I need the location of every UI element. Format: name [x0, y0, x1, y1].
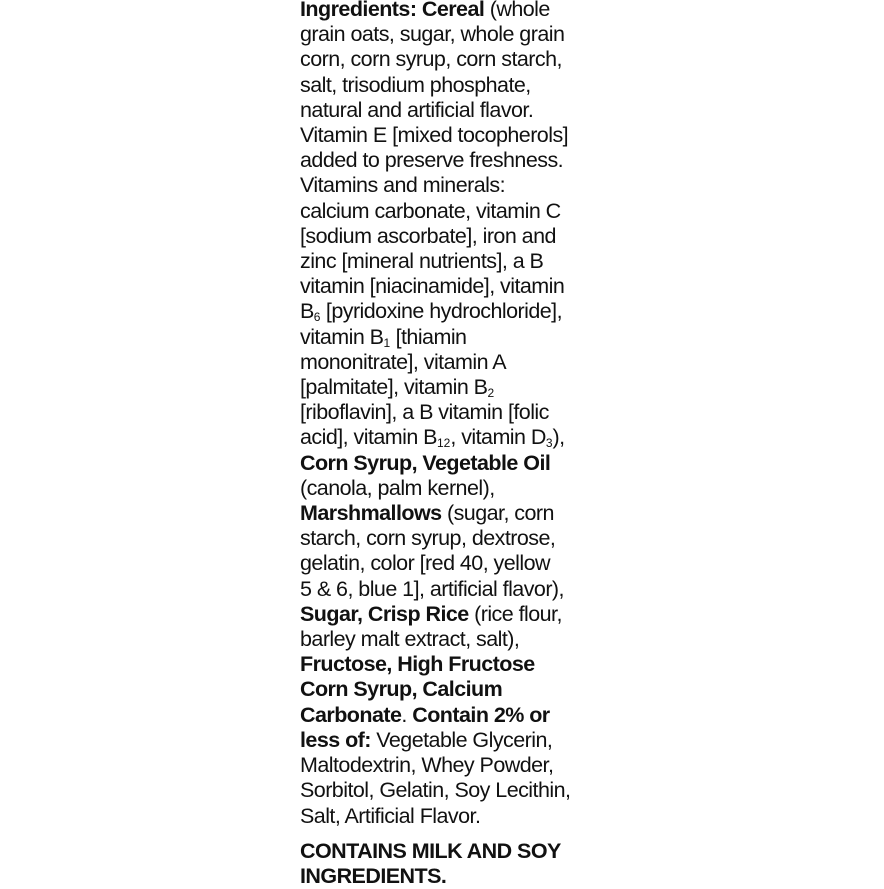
bold-ingredient-text: Contain 2% or — [412, 702, 550, 727]
ingredient-line — [300, 47, 600, 72]
subscript-text: 2 — [487, 386, 495, 401]
ingredient-line — [300, 350, 600, 375]
ingredient-line — [300, 199, 600, 224]
ingredient-line — [300, 551, 600, 576]
ingredient-text: Sorbitol, Gelatin, Soy Lecithin, — [300, 778, 571, 803]
ingredient-line — [300, 249, 600, 274]
bold-ingredient-text: Corn Syrup, Calcium — [300, 677, 503, 702]
ingredient-line — [300, 501, 600, 526]
ingredient-text: corn, corn syrup, corn starch, — [300, 47, 562, 72]
bold-ingredient-text: less of: — [300, 727, 371, 752]
subscript-text: 1 — [383, 335, 391, 350]
ingredient-text: [thiamin — [390, 324, 467, 349]
subscript-text: 3 — [545, 436, 553, 451]
ingredient-text: added to preserve freshness. — [300, 148, 564, 173]
bold-ingredient-text: Corn Syrup, Vegetable Oil — [300, 450, 551, 475]
bold-ingredient-text: Marshmallows — [300, 501, 442, 526]
ingredient-line — [300, 804, 600, 829]
ingredient-line — [300, 703, 600, 728]
ingredient-text: (whole — [484, 0, 550, 21]
allergen-statement — [300, 839, 600, 889]
ingredient-text: (rice flour, — [468, 601, 562, 626]
ingredient-text: barley malt extract, salt), — [300, 627, 520, 652]
ingredient-line — [300, 0, 600, 22]
ingredient-text: vitamin [niacinamide], vitamin — [300, 274, 565, 299]
ingredient-line — [300, 627, 600, 652]
allergen-line: INGREDIENTS. — [300, 863, 447, 888]
ingredient-line — [300, 173, 600, 198]
ingredient-text: gelatin, color [red 40, yellow — [300, 551, 551, 576]
ingredient-text: zinc [mineral nutrients], a B — [300, 249, 544, 274]
ingredient-text: (canola, palm kernel), — [300, 475, 495, 500]
ingredient-line — [300, 22, 600, 47]
ingredient-text: [riboflavin], a B vitamin [folic — [300, 400, 549, 425]
ingredient-line — [300, 652, 600, 677]
ingredient-text: natural and artificial flavor. — [300, 97, 534, 122]
ingredient-line — [300, 425, 600, 450]
ingredient-line — [300, 325, 600, 350]
allergen-line: CONTAINS MILK AND SOY — [300, 838, 561, 863]
ingredient-text: grain oats, sugar, whole grain — [300, 22, 565, 47]
subscript-text: 6 — [313, 310, 321, 325]
ingredients-paragraph — [300, 0, 600, 829]
bold-ingredient-text: Carbonate — [300, 702, 402, 727]
ingredient-text: calcium carbonate, vitamin C — [300, 198, 561, 223]
ingredient-line — [300, 98, 600, 123]
ingredient-line — [300, 299, 600, 324]
ingredient-text: vitamin B — [300, 324, 384, 349]
ingredient-text: [sodium ascorbate], iron and — [300, 223, 556, 248]
bold-ingredient-text: Sugar, Crisp Rice — [300, 601, 469, 626]
ingredient-text: acid], vitamin B — [300, 425, 437, 450]
ingredient-text: Maltodextrin, Whey Powder, — [300, 753, 554, 778]
ingredient-text: , vitamin D — [450, 425, 546, 450]
ingredient-line — [300, 73, 600, 98]
ingredient-text: (sugar, corn — [441, 501, 554, 526]
ingredient-line — [300, 677, 600, 702]
bold-ingredient-text: Fructose, High Fructose — [300, 652, 535, 677]
subscript-text: 12 — [436, 436, 451, 451]
bold-ingredient-text: Ingredients: Cereal — [300, 0, 485, 21]
ingredient-text: [pyridoxine hydrochloride], — [320, 299, 563, 324]
ingredient-line — [300, 451, 600, 476]
ingredient-line — [300, 123, 600, 148]
ingredient-line — [300, 274, 600, 299]
ingredient-label — [300, 0, 600, 889]
ingredient-line — [300, 526, 600, 551]
ingredient-line — [300, 753, 600, 778]
ingredient-text: [palmitate], vitamin B — [300, 375, 488, 400]
ingredient-text: starch, corn syrup, dextrose, — [300, 526, 556, 551]
ingredient-text: . — [401, 702, 413, 727]
ingredient-line — [300, 778, 600, 803]
ingredient-line — [300, 400, 600, 425]
ingredient-text: 5 & 6, blue 1], artificial flavor), — [300, 576, 564, 601]
ingredient-line — [300, 728, 600, 753]
ingredient-text: mononitrate], vitamin A — [300, 349, 507, 374]
ingredient-line — [300, 224, 600, 249]
ingredient-line — [300, 577, 600, 602]
ingredient-text: Vitamin E [mixed tocopherols] — [300, 123, 569, 148]
ingredient-line — [300, 148, 600, 173]
ingredient-text: B — [300, 299, 314, 324]
ingredient-line — [300, 602, 600, 627]
ingredient-text: Salt, Artificial Flavor. — [300, 803, 481, 828]
ingredient-text: Vegetable Glycerin, — [370, 727, 553, 752]
ingredient-line — [300, 375, 600, 400]
ingredient-text: salt, trisodium phosphate, — [300, 72, 531, 97]
ingredient-text: ), — [552, 425, 565, 450]
ingredient-line — [300, 476, 600, 501]
ingredient-text: Vitamins and minerals: — [300, 173, 505, 198]
